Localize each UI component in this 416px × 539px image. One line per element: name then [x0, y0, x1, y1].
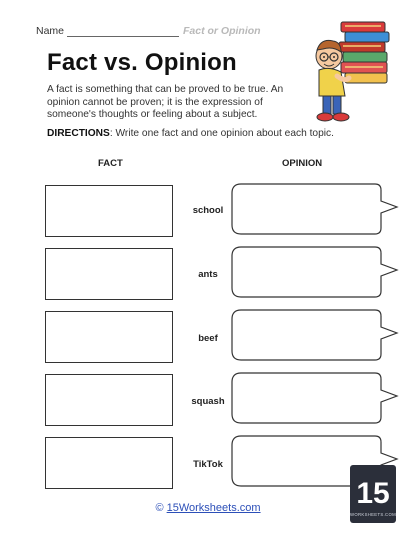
page-title: Fact vs. Opinion: [47, 49, 237, 76]
sheet-tag: Fact or Opinion: [183, 25, 261, 37]
topic-label: beef: [198, 333, 218, 344]
worksheets-logo: [348, 463, 398, 525]
copyright-symbol: ©: [155, 502, 164, 514]
opinion-speech-bubble[interactable]: [231, 372, 401, 424]
fact-answer-box[interactable]: [45, 311, 173, 363]
topic-label: squash: [191, 396, 225, 407]
badge-text: WORKSHEETS.COM: [350, 512, 396, 517]
opinion-speech-bubble[interactable]: [231, 183, 401, 235]
name-line[interactable]: [67, 36, 179, 37]
fact-answer-box[interactable]: [45, 374, 173, 426]
intro-paragraph: A fact is something that can be proved to be true. An opinion cannot be proven; it is the expression of someone's thoughts or feeling about a subject.: [47, 84, 284, 120]
site-link[interactable]: 15Worksheets.com: [166, 502, 261, 514]
fact-answer-box[interactable]: [45, 248, 173, 300]
topic-label: ants: [198, 269, 218, 280]
fact-answer-box[interactable]: [45, 185, 173, 237]
directions-text: : Write one fact and one opinion about each topic.: [109, 128, 334, 139]
opinion-speech-bubble[interactable]: [231, 246, 401, 298]
fact-answer-box[interactable]: [45, 437, 173, 489]
fact-column-header: FACT: [98, 158, 123, 169]
badge-number: 15: [356, 477, 390, 510]
opinion-speech-bubble[interactable]: [231, 309, 401, 361]
topic-label: TikTok: [193, 459, 223, 470]
directions-label: DIRECTIONS: [47, 128, 110, 139]
directions: [47, 128, 334, 139]
kid-with-books-icon: [311, 12, 401, 127]
name-label: Name: [36, 25, 65, 37]
topic-label: school: [192, 205, 224, 216]
opinion-column-header: OPINION: [282, 158, 323, 169]
